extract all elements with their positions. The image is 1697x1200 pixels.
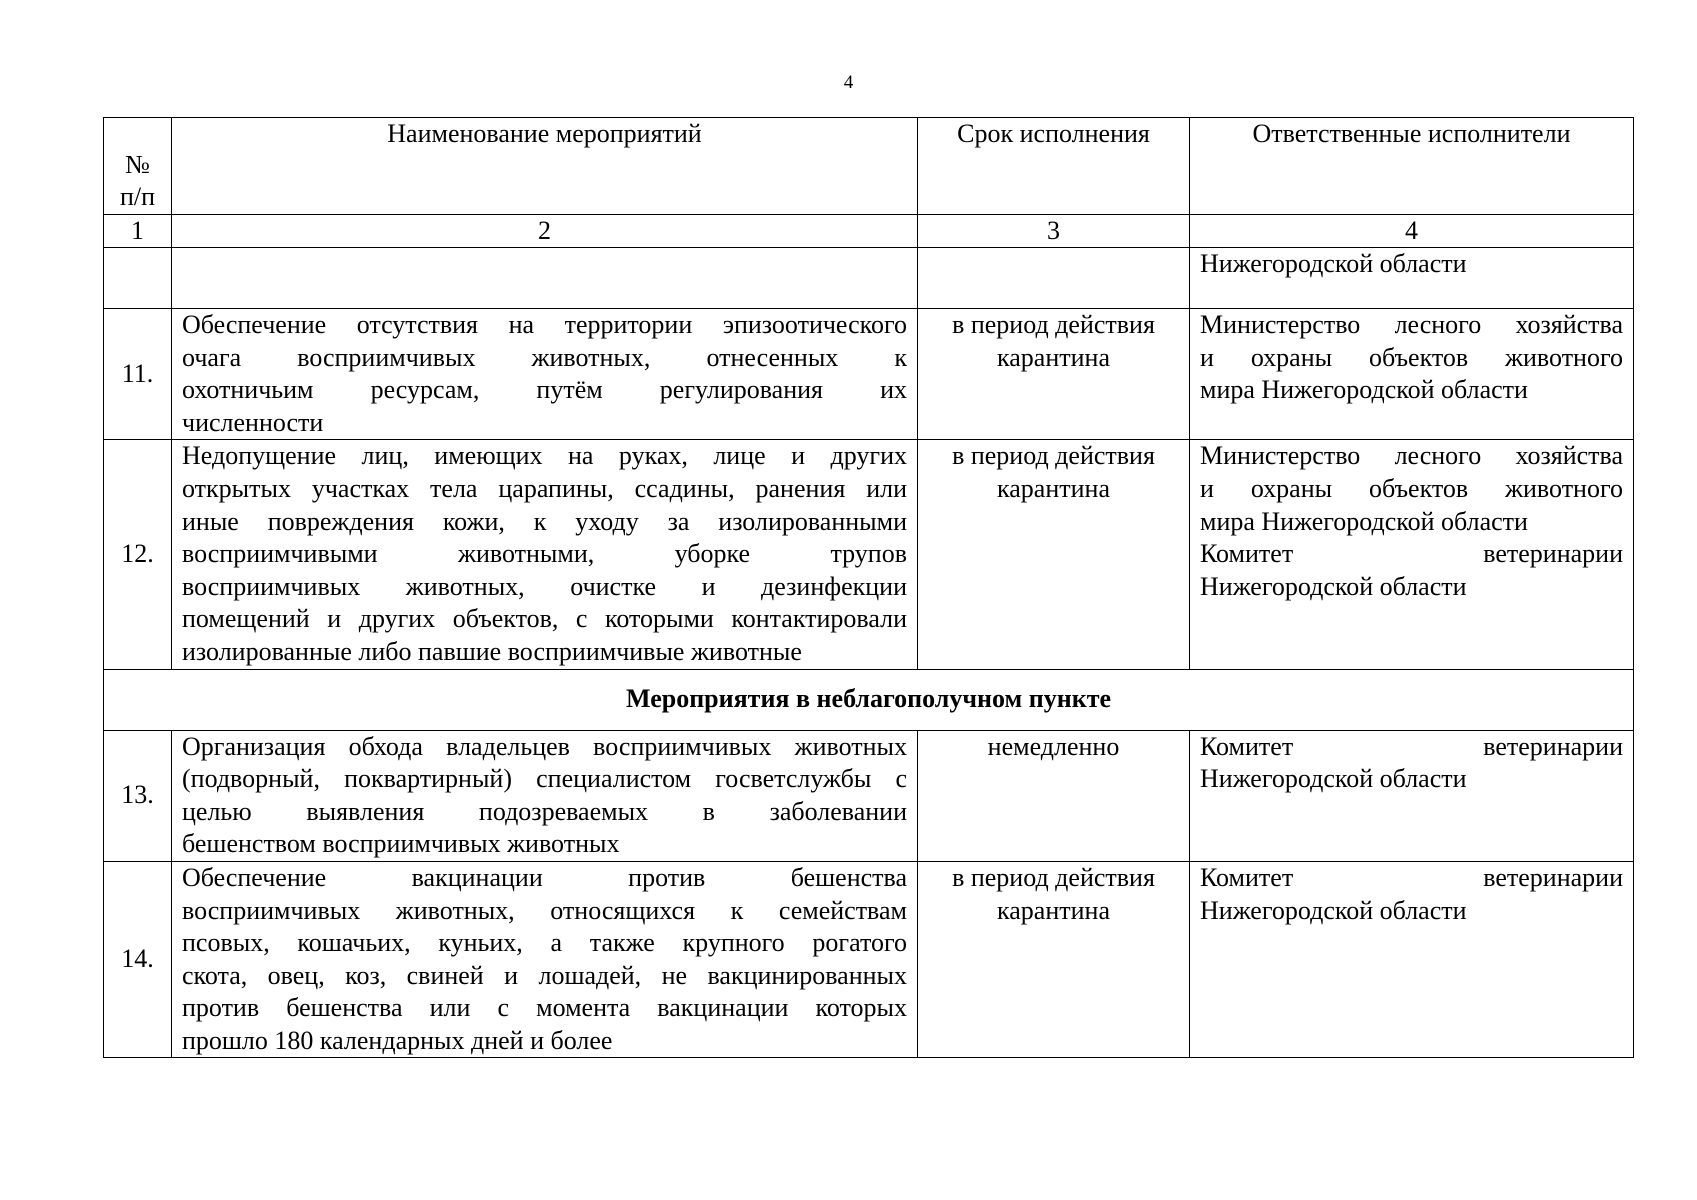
row-resp xyxy=(1190,861,1634,1058)
text-line: Обеспечение вакцинации против бешенства xyxy=(182,862,907,892)
text-line: прошло 180 календарных дней и более xyxy=(182,1025,613,1055)
text-line: (подворный, поквартирный) специалистом госветслужбы с xyxy=(182,764,907,794)
text-line: очага восприимчивых животных, отнесенных к xyxy=(182,342,907,372)
section-row xyxy=(104,669,1634,730)
text-line: Комитет ветеринарии xyxy=(1200,862,1623,892)
text-line: численности xyxy=(182,407,324,437)
text-line: мира Нижегородской области xyxy=(1200,375,1528,405)
table-row xyxy=(104,730,1634,861)
column-numbers-row xyxy=(104,215,1634,248)
row-number: 11. xyxy=(104,309,172,440)
column-number: 4 xyxy=(1190,215,1634,248)
text-line: Организация обхода владельцев восприимчивых животных xyxy=(182,731,907,761)
text-line: Комитет ветеринарии xyxy=(1200,539,1623,569)
text-line: мира Нижегородской области xyxy=(1200,506,1528,536)
column-number: 2 xyxy=(172,215,918,248)
text-line: и охраны объектов животного xyxy=(1200,342,1623,372)
section-title: Мероприятия в неблагополучном пункте xyxy=(104,669,1634,730)
row-resp xyxy=(1190,730,1634,861)
text-line: Нижегородской области xyxy=(1200,571,1467,601)
header-name: Наименование мероприятий xyxy=(172,118,918,215)
column-number: 1 xyxy=(104,215,172,248)
text-line: охотничьим ресурсам, путём регулирования их xyxy=(182,375,907,405)
cell-resp: Нижегородской области xyxy=(1190,248,1634,309)
text-line: бешенством восприимчивых животных xyxy=(182,829,620,859)
row-number: 14. xyxy=(104,861,172,1058)
text-line: изолированные либо павшие восприимчивые животные xyxy=(182,636,802,666)
text-line: Министерство лесного хозяйства xyxy=(1200,310,1623,339)
table-row xyxy=(104,309,1634,440)
row-name xyxy=(172,309,918,440)
text-line: немедленно xyxy=(987,731,1120,761)
table-header-row xyxy=(104,118,1634,215)
header-num-line: п/п xyxy=(119,182,156,212)
text-line: в период действия xyxy=(952,441,1155,471)
text-line: Нижегородской области xyxy=(1200,764,1467,794)
cell-num xyxy=(104,248,172,309)
row-resp xyxy=(1190,440,1634,669)
row-term xyxy=(918,309,1190,440)
row-number: 13. xyxy=(104,730,172,861)
text-line: иные повреждения кожи, к уходу за изолированными xyxy=(182,506,907,536)
text-line: карантина xyxy=(997,895,1110,925)
text-line: восприимчивых животных, очистке и дезинфекции xyxy=(182,571,907,601)
measures-table xyxy=(103,117,1634,1058)
row-resp xyxy=(1190,309,1634,440)
row-term xyxy=(918,861,1190,1058)
cell-name xyxy=(172,248,918,309)
row-name xyxy=(172,730,918,861)
text-line: открытых участках тела царапины, ссадины, ранения или xyxy=(182,473,907,503)
page-number: 4 xyxy=(843,72,854,93)
row-name xyxy=(172,440,918,669)
continuation-row xyxy=(104,248,1634,309)
cell-term xyxy=(918,248,1190,309)
header-num xyxy=(104,118,172,215)
text-line: против бешенства или с момента вакцинации которых xyxy=(182,993,907,1023)
text-line: скота, овец, коз, свиней и лошадей, не вакцинированных xyxy=(182,960,907,990)
column-number: 3 xyxy=(918,215,1190,248)
text-line: в период действия xyxy=(952,310,1155,339)
table-row xyxy=(104,440,1634,669)
header-resp: Ответственные исполнители xyxy=(1190,118,1634,215)
text-line: Министерство лесного хозяйства xyxy=(1200,441,1623,471)
text-line: Нижегородской области xyxy=(1200,895,1467,925)
text-line: карантина xyxy=(997,342,1110,372)
text-line: Обеспечение отсутствия на территории эпизоотического xyxy=(182,310,907,339)
text-line: карантина xyxy=(997,473,1110,503)
table-row xyxy=(104,861,1634,1058)
row-term xyxy=(918,440,1190,669)
text-line: Недопущение лиц, имеющих на руках, лице и других xyxy=(182,441,907,471)
text-line: восприимчивых животных, относящихся к семействам xyxy=(182,895,907,925)
row-term xyxy=(918,730,1190,861)
text-line: Комитет ветеринарии xyxy=(1200,731,1623,761)
header-term: Срок исполнения xyxy=(918,118,1190,215)
row-name xyxy=(172,861,918,1058)
row-number: 12. xyxy=(104,440,172,669)
text-line: восприимчивыми животными, уборке трупов xyxy=(182,539,907,569)
text-line: в период действия xyxy=(952,862,1155,892)
text-line: псовых, кошачьих, куньих, а также крупного рогатого xyxy=(182,928,907,958)
text-line: помещений и других объектов, с которыми контактировали xyxy=(182,604,907,634)
text-line: целью выявления подозреваемых в заболевании xyxy=(182,796,907,826)
text-line: и охраны объектов животного xyxy=(1200,473,1623,503)
header-num-line: № xyxy=(125,149,150,179)
